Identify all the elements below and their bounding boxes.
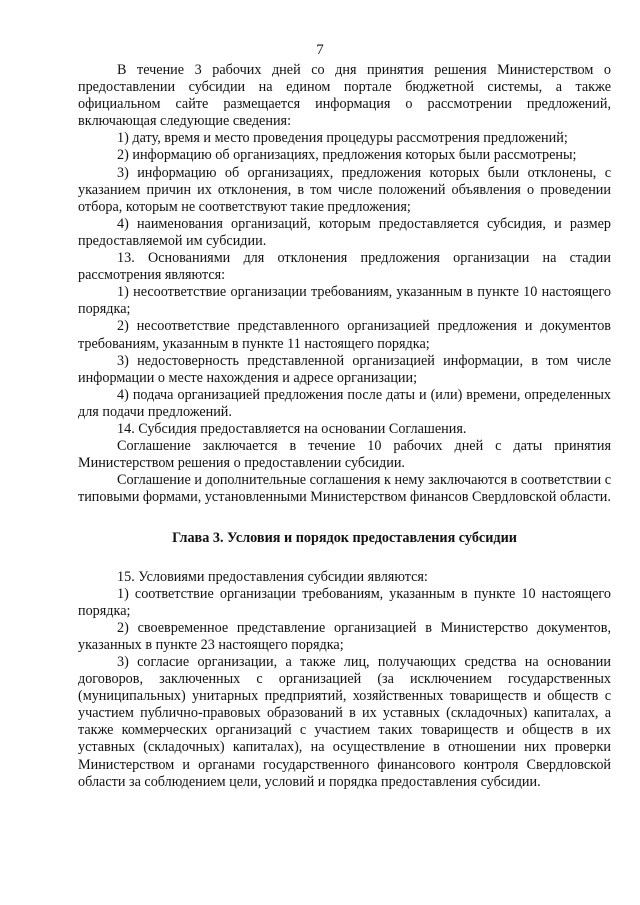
- list-item-rejected-organizations: 3) информацию об организациях, предложения которых были отклонены, с указанием причин их отклонения, в том числе положений объявления о проведении отбора, которым не соответствуют такие предложения;: [78, 164, 611, 215]
- clause-14-agreement-basis: 14. Субсидия предоставляется на основании Соглашения.: [117, 420, 467, 437]
- list-item-unreliable-information: 3) недостоверность представленной организацией информации, в том числе информации о месте нахождения и адресе организации;: [78, 352, 611, 386]
- list-item-reviewed-organizations: 2) информацию об организациях, предложения которых были рассмотрены;: [117, 147, 577, 164]
- list-item-organization-compliance: 1) соответствие организации требованиям, указанным в пункте 10 настоящего порядка;: [78, 585, 611, 619]
- list-item-documents-mismatch: 2) несоответствие представленного организацией предложения и документов требованиям, указанным в пункте 11 настоящего порядка;: [78, 318, 611, 352]
- list-item-requirements-mismatch: 1) несоответствие организации требованиям, указанным в пункте 10 настоящего порядка;: [78, 284, 611, 318]
- paragraph-intro: В течение 3 рабочих дней со дня принятия решения Министерством о предоставлении субсидии на едином портале бюджетной системы, а также официальном сайте размещается информация о рассмотрении предложений, включающая следующие сведения:: [78, 62, 611, 130]
- clause-15-conditions: 15. Условиями предоставления субсидии являются:: [117, 568, 428, 585]
- paragraph-agreement-term: Соглашение заключается в течение 10 рабочих дней с даты принятия Министерством решения о предоставлении субсидии.: [78, 438, 611, 472]
- list-item-timely-documents: 2) своевременное представление организацией в Министерство документов, указанных в пункте 23 настоящего порядка;: [78, 619, 611, 653]
- list-item-inspection-consent: 3) согласие организации, а также лиц, получающих средства на основании договоров, заключенных с организацией (за исключением государственных (муниципальных) унитарных предприятий, хозяйственных товариществ и обществ с участием публично-правовых образований в их уставных (складочных) капиталах, а также коммерческих организаций с участием таких товариществ и обществ в их уставных (складочных) капиталах), на осуществление в отношении них проверки Министерством и органами государственного финансового контроля Свердловской области за соблюдением цели, условий и порядка предоставления субсидии.: [78, 654, 611, 790]
- document-body: [78, 62, 611, 791]
- clause-13-rejection-grounds: 13. Основаниями для отклонения предложения организации на стадии рассмотрения являются:: [78, 250, 611, 284]
- list-item-late-submission: 4) подача организацией предложения после даты и (или) времени, определенных для подачи предложений.: [78, 386, 611, 420]
- chapter-heading: Глава 3. Условия и порядок предоставления субсидии: [172, 530, 517, 547]
- paragraph-agreement-forms: Соглашение и дополнительные соглашения к нему заключаются в соответствии с типовыми формами, установленными Министерством финансов Свердловской области.: [78, 472, 611, 506]
- list-item-date-time-place: 1) дату, время и место проведения процедуры рассмотрения предложений;: [117, 130, 568, 147]
- list-item-recipient-names: 4) наименования организаций, которым предоставляется субсидия, и размер предоставляемой им субсидии.: [78, 215, 611, 249]
- page-number: 7: [316, 42, 324, 58]
